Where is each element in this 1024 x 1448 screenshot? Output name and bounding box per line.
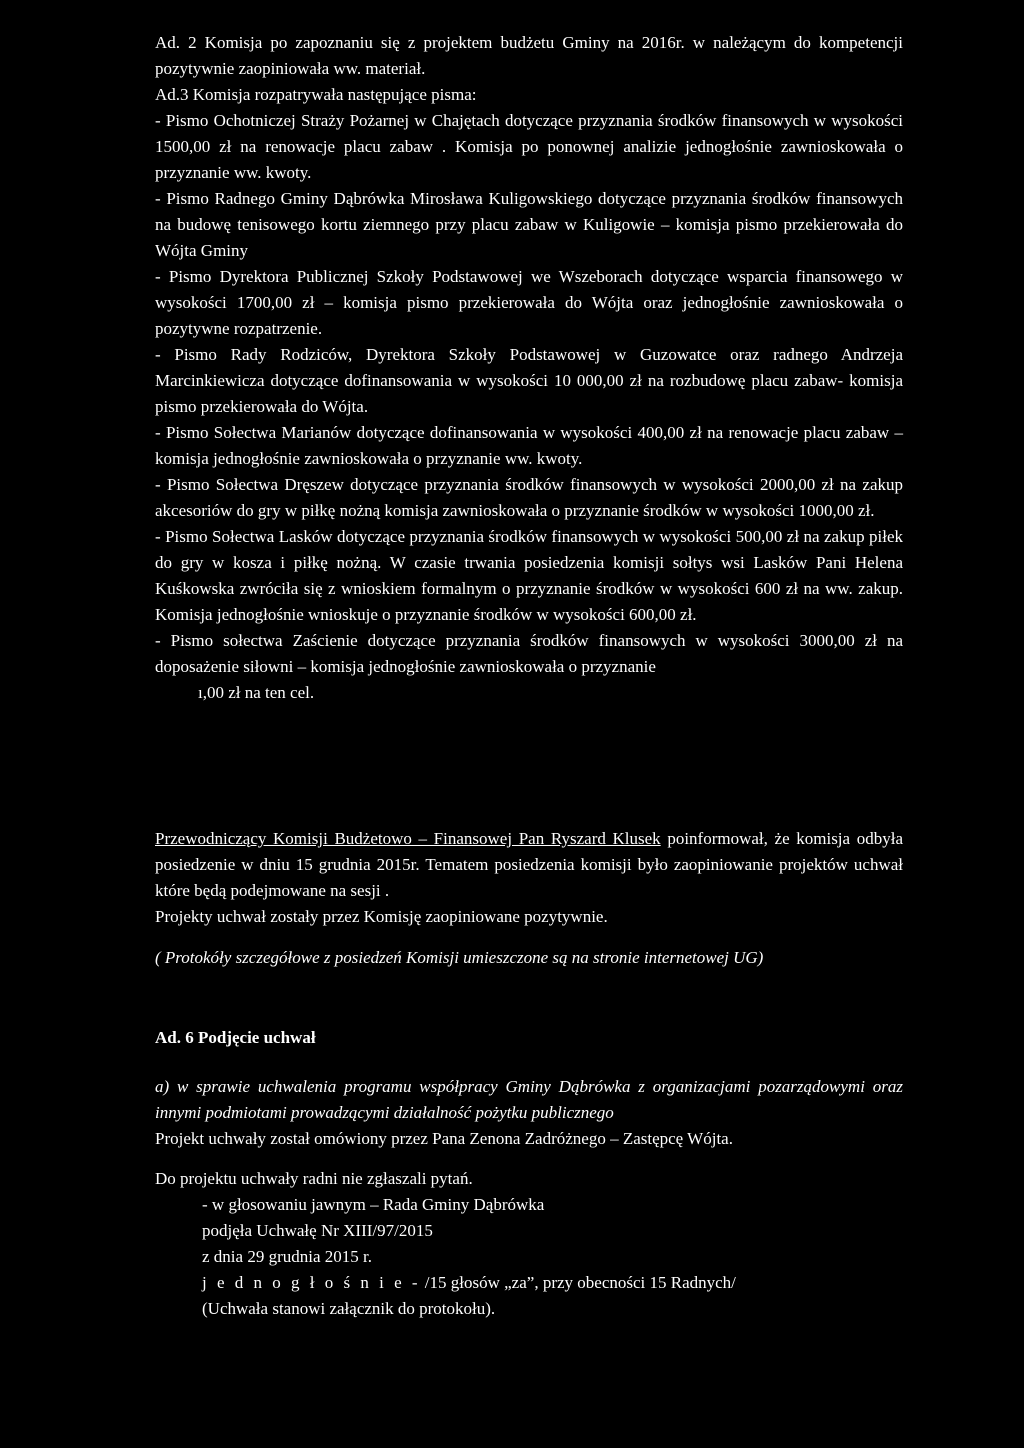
letter-item: - Pismo Radnego Gminy Dąbrówka Mirosława Kuligowskiego dotyczące przyznania środków finansowych na budowę tenisowego kortu ziemnego przy placu zabaw w Kuligowie – komisja pismo przekierowała do Wójta Gminy <box>155 189 903 260</box>
no-questions-text: Do projektu uchwały radni nie zgłaszali pytań. <box>155 1169 473 1188</box>
letter-last-line: ı,00 zł na ten cel. <box>198 683 315 702</box>
ad3-intro: Ad.3 Komisja rozpatrywała następujące pisma: <box>155 85 477 104</box>
ad2-paragraph: Ad. 2 Komisja po zapoznaniu się z projektem budżetu Gminy na 2016r. w należącym do kompetencji pozytywnie zaopiniowała ww. materiał. <box>155 33 903 78</box>
commission-report <box>155 30 903 706</box>
protocol-note <box>155 945 903 971</box>
resolution-a-vote <box>155 1166 903 1322</box>
vote-count: /15 głosów „za”, przy obecności 15 Radnych/ <box>420 1273 736 1292</box>
ad6-section <box>155 1025 903 1051</box>
chair-paragraph <box>155 826 903 904</box>
vote-block <box>155 1192 903 1322</box>
letter-item: - Pismo Sołectwa Lasków dotyczące przyznania środków finansowych w wysokości 500,00 zł na zakup piłek do gry w kosza i piłkę nożną. W czasie trwania posiedzenia komisji sołtys wsi Lasków Pani Helena Kuśkowska zwróciła się z wnioskiem formalnym o przyznanie środków w wysokości 600 zł na ww. zakup. Komisja jednogłośnie wnioskuje o przyznanie środków w wysokości 600,00 zł. <box>155 527 903 624</box>
protocol-note-text: ( Protokóły szczegółowe z posiedzeń Komisji umieszczone są na stronie internetowej UG) <box>155 948 764 967</box>
letter-item: - Pismo sołectwa Zaścienie dotyczące przyznania środków finansowych w wysokości 3000,00 zł na doposażenie siłowni – komisja jednogłośnie zawnioskowała o przyznanie <box>155 631 903 676</box>
letter-item: - Pismo Sołectwa Marianów dotyczące dofinansowania w wysokości 400,00 zł na renowacje placu zabaw – komisja jednogłośnie zawnioskowała o przyznanie ww. kwoty. <box>155 423 903 468</box>
budget-commission-chair <box>155 826 903 930</box>
opinion-text: Projekty uchwał zostały przez Komisję zaopiniowane pozytywnie. <box>155 907 608 926</box>
vote-line: podjęła Uchwałę Nr XIII/97/2015 <box>202 1221 433 1240</box>
vote-line: z dnia 29 grudnia 2015 r. <box>202 1247 372 1266</box>
chair-name: Przewodniczący Komisji Budżetowo – Finansowej Pan Ryszard Klusek <box>155 829 661 848</box>
ad6-heading: Ad. 6 Podjęcie uchwał <box>155 1028 316 1047</box>
resolution-a-discussion: Projekt uchwały został omówiony przez Pana Zenona Zadróżnego – Zastępcę Wójta. <box>155 1129 733 1148</box>
letter-item: - Pismo Sołectwa Dręszew dotyczące przyznania środków finansowych w wysokości 2000,00 zł na zakup akcesoriów do gry w piłkę nożną komisja zawnioskowała o przyznanie środków w wysokości 1000,00 zł. <box>155 475 903 520</box>
attachment-note: (Uchwała stanowi załącznik do protokołu). <box>202 1299 496 1318</box>
resolution-a <box>155 1074 903 1152</box>
letter-item: - Pismo Ochotniczej Straży Pożarnej w Chajętach dotyczące przyznania środków finansowych w wysokości 1500,00 zł na renowacje placu zabaw . Komisja po ponownej analizie jednogłośnie zawnioskowała o przyznanie ww. kwoty. <box>155 111 903 182</box>
chair-text: poinformował, że komisja odbyła posiedzenie w dniu 15 grudnia 2015r. Tematem posiedzenia komisji było zaopiniowanie projektów uchwał które będą podejmowane na sesji . <box>155 829 903 900</box>
vote-line: - w głosowaniu jawnym – Rada Gminy Dąbrówka <box>202 1195 545 1214</box>
resolution-a-title: a) w sprawie uchwalenia programu współpracy Gminy Dąbrówka z organizacjami pozarządowymi oraz innymi podmiotami prowadzącymi działalność pożytku publicznego <box>155 1077 903 1122</box>
letter-item: - Pismo Dyrektora Publicznej Szkoły Podstawowej we Wszeborach dotyczące wsparcia finansowego w wysokości 1700,00 zł – komisja pismo przekierowała do Wójta oraz jednogłośnie zawnioskowała o pozytywne rozpatrzenie. <box>155 267 903 338</box>
letter-item: - Pismo Rady Rodziców, Dyrektora Szkoły Podstawowej w Guzowatce oraz radnego Andrzeja Marcinkiewicza dotyczące dofinansowania w wysokości 10 000,00 zł na rozbudowę placu zabaw- komisja pismo przekierowała do Wójta. <box>155 345 903 416</box>
unanimous-label: j e d n o g ł o ś n i e - <box>202 1273 421 1292</box>
vote-result <box>202 1270 903 1296</box>
